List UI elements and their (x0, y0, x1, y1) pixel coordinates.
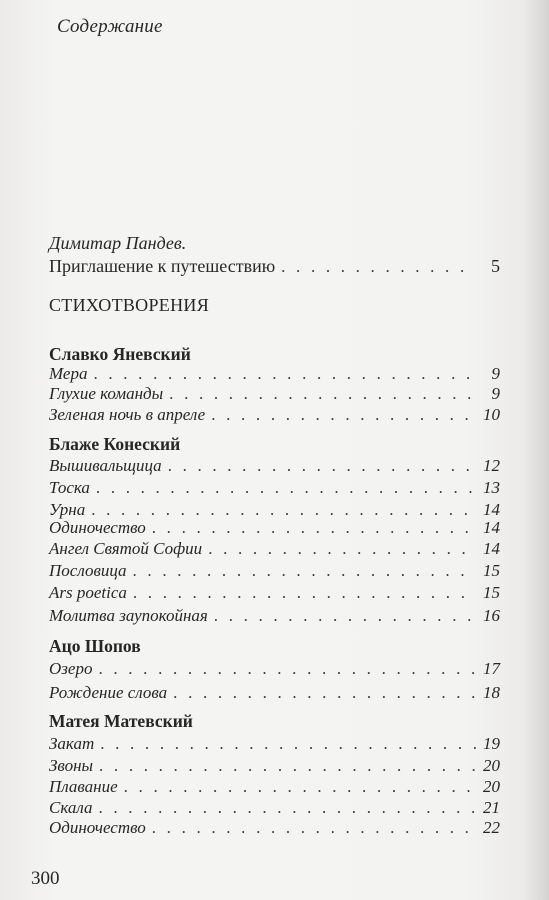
entry-page: 9 (491, 384, 500, 403)
entry-page: 12 (483, 456, 500, 475)
toc-entry (49, 734, 500, 756)
dot-leader (169, 384, 476, 404)
toc-entry (49, 478, 500, 500)
entry-title: Звоны (49, 756, 94, 775)
toc-entry (49, 756, 500, 778)
toc-entry (49, 777, 500, 799)
dot-leader (96, 478, 476, 498)
toc-entry (49, 818, 500, 840)
entry-page: 9 (491, 364, 500, 383)
entry-title: Ars poetica (49, 583, 127, 602)
entry-title: Скала (49, 798, 93, 817)
dot-leader (98, 659, 476, 679)
entry-title: Пословица (49, 561, 127, 580)
entry-title: Вышивальщица (49, 456, 162, 475)
entry-title: Молитва заупокойная (49, 606, 208, 625)
entry-title: Ангел Святой Софии (49, 539, 203, 558)
dot-leader (152, 518, 476, 538)
entry-page: 18 (483, 683, 500, 702)
intro-author: Димитар Пандев. (49, 233, 187, 253)
entry-page: 20 (483, 777, 500, 796)
author-heading: Матея Матевский (49, 711, 193, 731)
author-heading: Ацо Шопов (49, 636, 141, 656)
author-heading: Славко Яневский (49, 344, 191, 364)
toc-entry (49, 384, 500, 406)
entry-title: Урна (49, 500, 86, 519)
toc-entry (49, 456, 500, 478)
toc-entry (49, 405, 500, 427)
entry-page: 13 (483, 478, 500, 497)
entry-page: 5 (491, 256, 500, 276)
dot-leader (91, 500, 476, 520)
toc-entry (49, 518, 500, 540)
contents-title: Содержание (57, 16, 163, 37)
toc-entry (49, 583, 500, 605)
entry-page: 21 (483, 798, 500, 817)
entry-title: Зеленая ночь в апреле (49, 405, 206, 424)
dot-leader (124, 777, 476, 797)
entry-title: Мера (49, 364, 88, 383)
dot-leader (99, 756, 476, 776)
author-heading: Блаже Конеский (49, 434, 181, 454)
entry-title: Тоска (49, 478, 90, 497)
entry-page: 15 (483, 561, 500, 580)
entry-page: 20 (483, 756, 500, 775)
dot-leader (173, 683, 476, 703)
dot-leader (214, 606, 476, 626)
entry-page: 16 (483, 606, 500, 625)
entry-title: Одиночество (49, 518, 146, 537)
dot-leader (281, 257, 476, 277)
toc-entry (49, 683, 500, 705)
entry-title: Озеро (49, 659, 93, 678)
toc-entry (49, 561, 500, 583)
dot-leader (168, 456, 476, 476)
dot-leader (99, 798, 477, 818)
entry-page: 19 (483, 734, 500, 753)
page-number: 300 (31, 868, 60, 889)
entry-page: 14 (483, 518, 500, 537)
entry-page: 14 (483, 539, 500, 558)
dot-leader (133, 583, 476, 603)
entry-page: 17 (483, 659, 500, 678)
entry-page: 22 (483, 818, 500, 837)
entry-title: Одиночество (49, 818, 146, 837)
dot-leader (93, 364, 476, 384)
dot-leader (133, 561, 476, 581)
page-edge-shadow (523, 0, 549, 900)
entry-title: Рождение слова (49, 683, 168, 702)
toc-entry-intro (49, 256, 500, 278)
dot-leader (208, 539, 476, 559)
dot-leader (211, 405, 476, 425)
toc-entry (49, 659, 500, 681)
entry-title: Закат (49, 734, 95, 753)
dot-leader (152, 818, 476, 838)
entry-title: Глухие команды (49, 384, 164, 403)
entry-page: 15 (483, 583, 500, 602)
dot-leader (100, 734, 476, 754)
entry-page: 10 (483, 405, 500, 424)
entry-title: Плавание (49, 777, 118, 796)
entry-title: Приглашение к путешествию (49, 256, 276, 276)
toc-entry (49, 539, 500, 561)
toc-entry (49, 364, 500, 386)
section-heading: СТИХОТВОРЕНИЯ (49, 295, 209, 315)
entry-page: 14 (483, 500, 500, 519)
toc-entry (49, 606, 500, 628)
toc-entry (49, 798, 500, 820)
